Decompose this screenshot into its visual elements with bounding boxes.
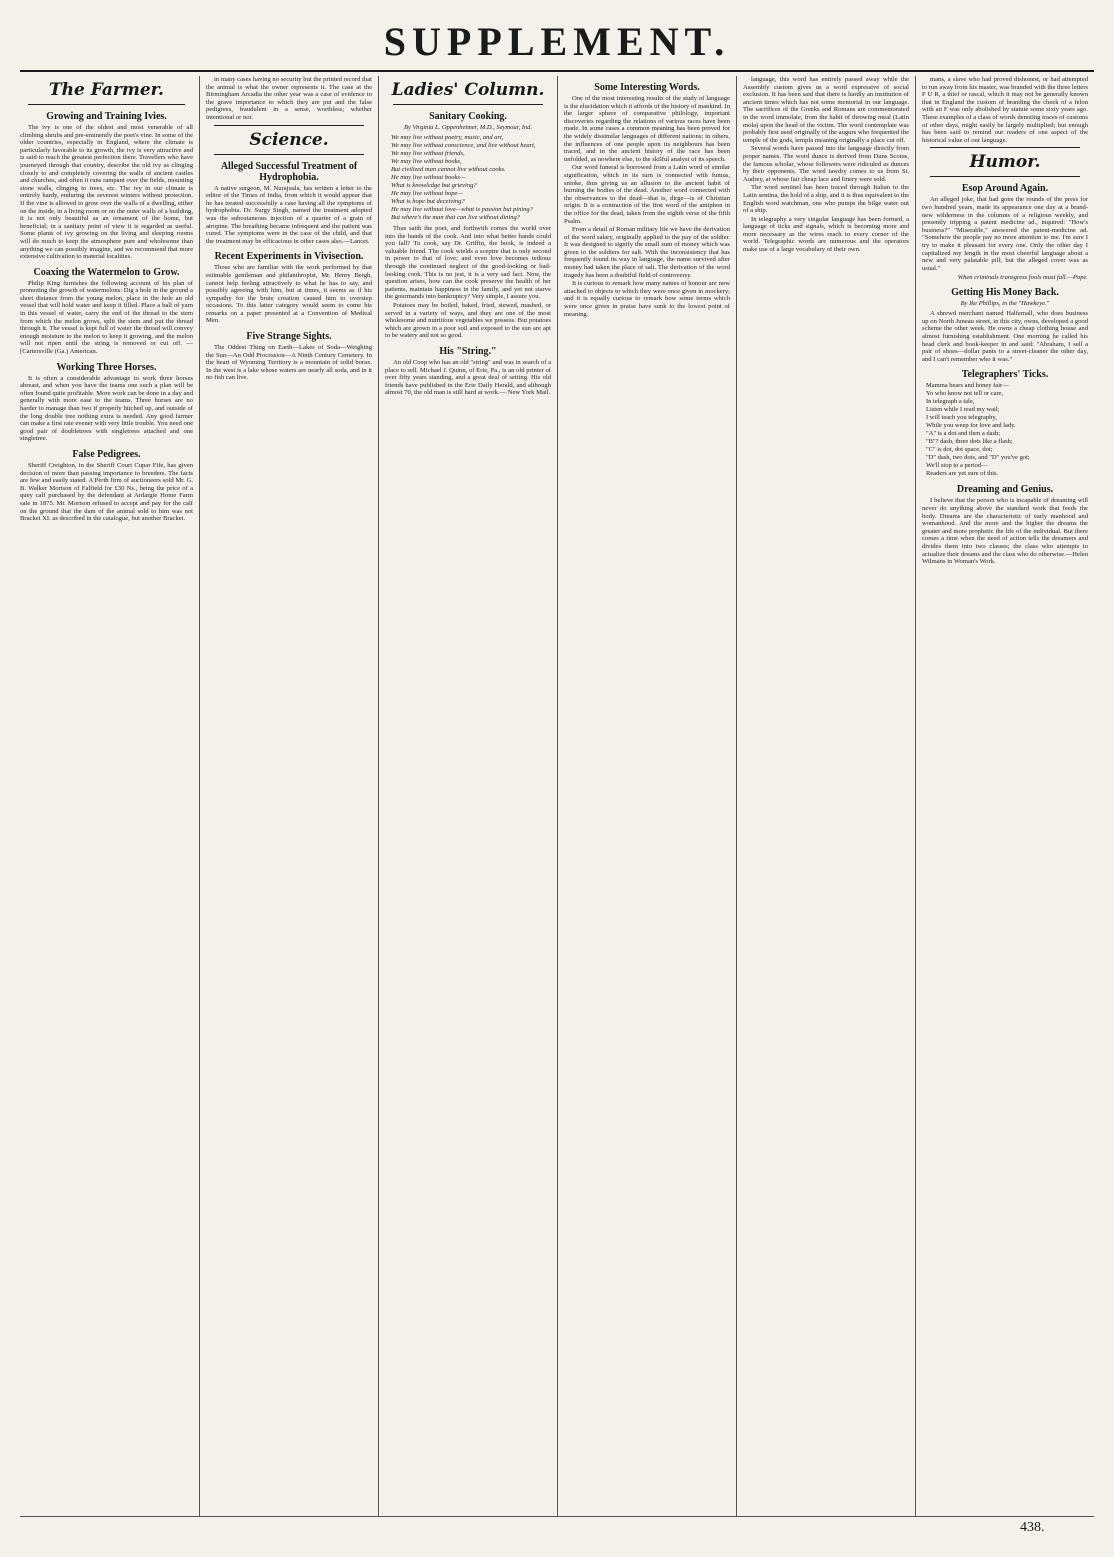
article-body: The word sentinel has been traced through Italian to the Latin sentina, the hold of a ship, and it is thus equivalent to the English word watchman, one who pumps the bilge water out of a ship. — [743, 184, 909, 215]
article-body: language, this word has entirely passed away while the Assembly custom gives us a word expressive of social exclusion. It has been said that there is hardly an institution of ancient times which has not some memorial in our language. The sacrifices of the Greeks and Romans are commemorated in the word immolate, from the habit of throwing meal (Latin mola) upon the head of the victim. The word contemplate was probably first used originally of the augurs who frequented the temple of the gods, templa meaning originally a place cut off. — [743, 76, 909, 144]
column-4 — [557, 76, 736, 1516]
article-title: Growing and Training Ivies. — [46, 111, 167, 122]
department-heading: Humor. — [969, 152, 1041, 173]
column-6 — [915, 76, 1094, 1516]
article-body: Sheriff Creighton, in the Sheriff Court Cupar Fife, has given decision of more than passing importance to breeders. The facts are few and easily stated. A Perth firm of auctioneers sold Mr. G. B. Walker Morison of Falfield for £30 Ns., being the price of a quey calf purchased by the defendant at Ardargie Home Farm sale in 1875. Mr. Morison refused to accept and pay for the calf on the ground that the dam of the animal sold to him was not Bracket XI. as described in the catalogue, but another Bracket. — [20, 461, 193, 523]
article-title: Telegraphers' Ticks. — [961, 369, 1049, 381]
article-body: One of the most interesting results of the study of language is the elucidation which it affords of the history of mankind. In the larger sphere of comparative philology, important discoveries regarding the relations of various races have been made. In some cases a common meaning has been proved for the widely dissimilar languages of different nations; in others, the influences of one people upon its neighbours has been traced, and in the ancient history of the race has been unfolded, as nowhere else, to the skilful analyst of its speech. — [564, 95, 730, 163]
article-body: An old Coop who has an old "string" and was in search of a place to sell. Michael J. Quinn, of Erie, Pa., is an old printer of over fifty years standing, and a great deal of setting. His old friends have published in the Erie Daily Herald, and although almost 70, the old man is still hard at work.— New York Mail. — [385, 358, 551, 397]
column-1 — [20, 76, 199, 1516]
article-body: It is curious to remark how many names of honour are now attached to objects to which they were once given in mockery; and it is equally curious to remark how some terms which were once given in praise have sunk to the lowest point of meaning. — [564, 280, 730, 318]
article-body: It is often a considerable advantage to work three horses abreast, and when you have the teams one such a plan will be often found quite profitable. More work can be done in a day and generally with more ease to the teams. Three horses are no harder to manage than two if properly hitched up, and outside of the long double tree nothing extra is needed. Any good farmer can make a first rate evener with very little trouble. You need one good pair of doubletrees with singletrees attached and one singletree. — [20, 374, 193, 443]
article-body: mans, a slave who had proved dishonest, or had attempted to run away from his master, was branded with the three letters F U R, a thief or rascal, which it may not be generally known that in England the custom of branding the cheek of a felon with an F was only abolished by statute some sixty years ago. These examples of a class of words denoting traces of customs of other days, might easily be largely multiplied; but enough has been said to remind our readers of one aspect of the historical value of our language. — [922, 76, 1088, 144]
article-body: Our word funeral is borrowed from a Latin word of similar signification, which in its turn is connected with fumus, smoke, thus giving us an allusion to the ancient habit of burning the bodies of the dead. Another word connected with the observances to the dead—that is, dirge—is of Christian origin. It is a contraction of the first word of the antiphon in the office for the dead, taken from the eighth verse of the fifth Psalm. — [564, 164, 730, 225]
poem: We may live without poetry, music, and art, We may live without conscience, and live without heart, We may live without friends, We may live without books, But civilized man cannot live without cooks. He may live without books— What is knowledge but grieving? He may live without hope— What is hope but deceiving? He may live without love—what is passion but pining? But where's the man that can live without dining? — [391, 134, 536, 221]
columns — [20, 76, 1094, 1516]
column-3 — [378, 76, 557, 1516]
footer-rule — [20, 1516, 1094, 1517]
divider — [214, 154, 364, 155]
masthead-rule — [20, 70, 1094, 72]
article-body: A native surgeon, M. Nurajuala, has written a letter to the editor of the Times of India, from which it would appear that he has treated successfully a case having all the symptoms of hydrophobia. Dr. Surgy Singh, named the treatment adopted was the subcutaneous injection of a quarter of a grain of atropine. The breathing became infrequent and the patient was cured. The symptoms were in the case of the child, and that the treatment may be efficacious in other cases also.—Lancet. — [206, 184, 372, 245]
article-body: In telegraphy a very singular language has been formed, a language of ticks and signals, which is becoming more and more necessary as the wires reach to every corner of the world. Telegraphic words are numerous and the operators make use of a large vocabulary of their own. — [743, 215, 909, 254]
article-title: Some Interesting Words. — [594, 82, 700, 93]
column-5 — [736, 76, 915, 1516]
article-body: Several words have passed into the language directly from proper names. The word dunce is derived from Duns Scotus, the famous scholar, whose followers were ridiculed as dunces by their opponents. The word tawdry comes to us from St. Audrey, at whose fair cheap lace and finery were sold. — [743, 145, 909, 183]
department-heading: Science. — [249, 129, 329, 150]
article-title: Working Three Horses. — [56, 361, 157, 373]
article-body: An alleged joke, that had gone the rounds of the press for two hundred years, made its appearance one day at a brand-new wilderness in the columns of a religious weekly, and presently tripping a patent medicine ad., inquired: "How's business?" "Miserable," answered the patent-medicine ad. "Somehow the people pay no more attention to me. I'm sure I try to make it pleasant for every one. Only the other day I capitalized my length in the most cheerful language about a new and very palatable pill; but the alleged cover was as usual." — [922, 196, 1088, 272]
article-body: From a detail of Roman military life we have the derivation of the word salary, originally applied to the pay of the soldier. It was designed to signify the small sum of money which was given to the soldiers for salt. With the inconsistency that has frequently found its way in language, the name survived after money had taken the place of salt. The derivation of the word tragedy has been a doubtful field of controversy. — [564, 226, 730, 279]
byline: By Virginia L. Oppenheimer, M.D., Seymour, Ind. — [404, 124, 532, 131]
page-number: 438. — [1020, 1520, 1045, 1535]
column-2 — [199, 76, 378, 1516]
byline: By Ike Phillips, in the "Hawkeye." — [960, 300, 1050, 308]
masthead: SUPPLEMENT. — [383, 19, 731, 64]
department-heading: The Farmer. — [49, 80, 164, 100]
article-body: Philip King furnishes the following account of his plan of promoting the growth of watermelons: Dig a hole in the ground a short distance from the young melon, place in the hole an old vessel that will hold water and keep it filled. Place a ball of yarn in this vessel of water, carry the end of the thread to the stem from which the melon grows, split the stem and put the thread through it. The vessel is kept full of water the thread will convey enough moisture to the melon to keep it growing, and the melon will not ripen until the string is removed or cut off. —[Cartersville (Ga.) American. — [20, 279, 193, 356]
article-body: in many cases having no security but the printed record that the animal is what the owner represents it. The case at the Birmingham Arcadia the other year was a case of evidence to the grave importance to which they are put and the false pedigrees, fraudulent in a sense, worthless; whether intentional or not. — [206, 76, 372, 121]
divider — [930, 176, 1080, 177]
telegraph-verse: Mamma bears and honey fair— Yo who know not tell or care, In telegraph a tale, Listen while I read my wail; I will teach you telegraphy, While you weep for love and lady. "A" is a dot and then a dash; "B"? dash, three dots like a flash; "C" is dot, dot space, dot; "D" dash, two dots, and "D" you've got; We'll stop to a period— Readers are yet sure of this. — [926, 382, 1030, 478]
article-title: Dreaming and Genius. — [956, 484, 1054, 496]
article-body: I believe that the person who is incapable of dreaming will never do anything above the standard work that feeds the body. Dreams are the characteristic of early manhood and womanhood. And the more and the higher the dreams the greater and more prophetic the life of the individual. But there comes a time when the need of action tells the dreamers and divides them into two classes; the class who attempts to actualize their dreams and the class who do otherwise.—Helen Wilmans in Woman's Work. — [922, 497, 1088, 566]
article-title: Getting His Money Back. — [951, 287, 1059, 299]
divider — [930, 147, 1080, 148]
article-body: Those who are familiar with the work performed by that estimable gentleman and philanthropist, Mr. Henry Bergh, cannot help feeling attractively to what he has to say, and possibly agreeing with him, but at times, it seems as if his sympathy for the brute creation caused him to overstep occasions. To this latter category would seem to come his remarks on a paper presented at a Convention of Medical Men. — [206, 264, 372, 325]
article-body: The ivy is one of the oldest and most venerable of all climbing shrubs and pre-eminently the poet's vine. In some of the older countries, especially in England, where the climate is particularly favorable to its growth, the ivy is very attractive and is said to reach the greatest perfection there. Travellers who have journeyed through that country, describe the old ivy as clinging closely to and completely covering the walls of ancient castles and churches, and often it runs rampant over the fields, mounting stone walls, clinging to trees, etc. The ivy in our climate is entirely hardy, enduring the severest winters without protection. If the vine is allowed to grow over the walls of a dwelling, either on the inside, in a living room or on the outer walls of a building, it is not only beautiful as an ornament of the home, but beneficial; in a sanitary point of view it is regarded as useful. Some plants of ivy growing on the living and sleeping rooms will do much to keep the atmosphere pure and wholesome than anything we can possibly imagine, and we recommend that more extensive cultivation to material localities. — [20, 124, 193, 261]
article-title: Alleged Successful Treatment of Hydrophobia. — [220, 160, 358, 183]
article-body: Thus saith the poet, and forthwith comes the world over into the hands of the cook. And into what better hands could you fall? To cook, say Dr. Griffin, the book, is indeed a valuable friend. The cook wields a sceptre that is only second in power to that of love; and even love becomes tedious through the continued neglect of the good-looking or bad-looking cook. This is no jest, it is a very sad fact. Now, the question arises, how can the cook preserve the health of her patients, maintain happiness in the family, and yet not starve the gourmands into bankruptcy? Very simple, I assure you. — [385, 225, 551, 301]
article-body: The Oddest Thing on Earth—Lakes of Soda—Weighing the Sun—An Odd Procession—A Ninth Century Cemetery. In the heart of Wyoming Territory is a mountain of solid borax. In the west is a lake whose waters are nearly all soda, and in it no fish can live. — [206, 344, 372, 382]
article-title: False Pedigrees. — [72, 448, 141, 460]
article-title: Recent Experiments in Vivisection. — [214, 251, 364, 263]
article-title: Esop Around Again. — [961, 183, 1049, 195]
article-title: Five Strange Sights. — [246, 331, 332, 343]
divider — [393, 104, 543, 105]
article-body: Potatoes may be boiled, baked, fried, stewed, mashed, or served in a variety of ways, and they are one of the most wholesome and nutritious vegetables we possess. But potatoes which are grown in a poor soil and exposed to the sun are apt to be watery and not so good. — [385, 301, 551, 340]
divider — [28, 104, 185, 105]
article-body: A shrewd merchant named Halfemall, who does business up on North Juneau street, in this city, owns, developed a good scheme the other week. He owns a cheap clothing house and almost furnishing establishment. One morning he called his head clerk and book-keeper in and said: "Abraham, I sell a pair of shoes—dollar pants to a street-cleaner the other day, and I can't remember who it was." — [922, 310, 1088, 363]
article-title: His "String." — [439, 345, 497, 357]
divider — [214, 125, 364, 126]
article-title: Coaxing the Watermelon to Grow. — [33, 266, 180, 278]
moral: When criminals transgress fools must fall.—Pope. — [957, 274, 1088, 282]
department-heading: Ladies' Column. — [391, 80, 545, 100]
article-title: Sanitary Cooking. — [429, 111, 507, 122]
